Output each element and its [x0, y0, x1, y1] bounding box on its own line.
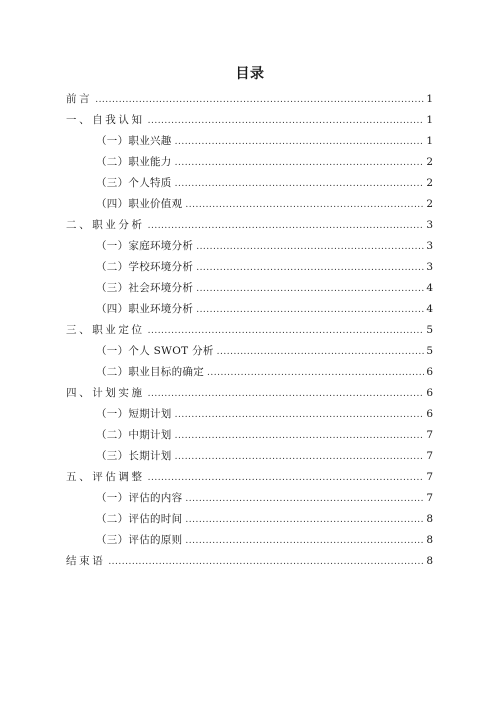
toc-entry-label: （一）评估的内容 [96, 492, 183, 504]
toc-leader [196, 303, 424, 317]
toc-title: 目录 [235, 66, 265, 82]
toc-entry-label: （一）个人 SWOT 分析 [96, 345, 214, 357]
toc-entry[interactable] [96, 281, 433, 295]
toc-entry-label: 五、评估调整 [66, 471, 145, 483]
toc-page-number: 6 [426, 387, 433, 399]
toc-page-number: 7 [426, 471, 433, 483]
toc-page-number: 3 [426, 261, 433, 273]
toc-entry[interactable] [96, 512, 433, 526]
toc-leader [175, 135, 425, 149]
toc-entry-label: 二、职业分析 [66, 219, 145, 231]
toc-page-number: 7 [426, 492, 433, 504]
toc-page-number: 3 [426, 240, 433, 252]
toc-page-number: 8 [426, 513, 433, 525]
toc-entry[interactable] [66, 323, 433, 337]
toc-page-number: 4 [426, 303, 433, 315]
toc-leader [148, 387, 425, 401]
toc-entry-label: （一）短期计划 [96, 408, 172, 420]
toc-entry-label: （三）评估的原则 [96, 534, 183, 546]
toc-page-number: 2 [426, 198, 433, 210]
toc-leader [196, 240, 424, 254]
toc-entry[interactable] [96, 449, 433, 463]
toc-page-number: 8 [426, 555, 433, 567]
toc-leader [196, 282, 424, 296]
toc-entry[interactable] [96, 428, 433, 442]
toc-page-number: 3 [426, 219, 433, 231]
toc-entry-label: （二）职业能力 [96, 156, 172, 168]
toc-leader [108, 555, 424, 569]
toc-entry[interactable] [96, 533, 433, 547]
toc-entry-label: 结束语 [66, 555, 106, 567]
toc-entry[interactable] [96, 239, 433, 253]
toc-leader [148, 219, 425, 233]
toc-page-number: 7 [426, 450, 433, 462]
toc-entry-label: 三、职业定位 [66, 324, 145, 336]
toc-page-number: 2 [426, 177, 433, 189]
toc-entry[interactable] [96, 176, 433, 190]
toc-page-number: 1 [426, 114, 433, 126]
toc-entry[interactable] [96, 344, 433, 358]
toc-page-number: 6 [426, 408, 433, 420]
toc-entry[interactable] [96, 407, 433, 421]
toc-entry[interactable] [96, 134, 433, 148]
toc-entry-label: （二）中期计划 [96, 429, 172, 441]
toc-page-number: 7 [426, 429, 433, 441]
toc-entry[interactable] [96, 302, 433, 316]
toc-leader [95, 93, 424, 107]
toc-entry-label: （四）职业环境分析 [96, 303, 194, 315]
toc-entry[interactable] [96, 491, 433, 505]
toc-entry-label: （三）个人特质 [96, 177, 172, 189]
toc-leader [207, 366, 424, 380]
toc-page-number: 4 [426, 282, 433, 294]
toc-leader [185, 492, 424, 506]
toc-entry[interactable] [96, 197, 433, 211]
toc-entry-label: （三）长期计划 [96, 450, 172, 462]
toc-page-number: 1 [426, 93, 433, 105]
toc-entry-label: （二）评估的时间 [96, 513, 183, 525]
toc-entry-label: （四）职业价值观 [96, 198, 183, 210]
toc-leader [175, 177, 425, 191]
toc-page-number: 1 [426, 135, 433, 147]
toc-entry-label: （二）学校环境分析 [96, 261, 194, 273]
toc-entry[interactable] [66, 92, 433, 106]
toc-leader [175, 156, 425, 170]
toc-entry[interactable] [66, 113, 433, 127]
toc-leader [148, 324, 425, 338]
toc-entry-label: （三）社会环境分析 [96, 282, 194, 294]
toc-entry[interactable] [96, 155, 433, 169]
toc-entry[interactable] [66, 386, 433, 400]
toc-entry[interactable] [66, 470, 433, 484]
toc-page-number: 5 [426, 324, 433, 336]
toc-leader [148, 114, 425, 128]
toc-entry-label: 四、计划实施 [66, 387, 145, 399]
toc-leader [196, 261, 424, 275]
toc-leader [185, 198, 424, 212]
toc-entry-label: 前言 [66, 93, 93, 105]
toc-entry-label: （一）职业兴趣 [96, 135, 172, 147]
toc-entry-label: 一、自我认知 [66, 114, 145, 126]
toc-leader [217, 345, 425, 359]
toc-leader [175, 450, 425, 464]
toc-entry-label: （二）职业目标的确定 [96, 366, 204, 378]
toc-entry-label: （一）家庭环境分析 [96, 240, 194, 252]
toc-entry[interactable] [96, 260, 433, 274]
toc-entry[interactable] [66, 218, 433, 232]
toc-leader [175, 408, 425, 422]
toc-leader [175, 429, 425, 443]
toc-page-number: 8 [426, 534, 433, 546]
toc-page-number: 6 [426, 366, 433, 378]
toc-page-number: 2 [426, 156, 433, 168]
toc-page-number: 5 [426, 345, 433, 357]
toc-entry[interactable] [96, 365, 433, 379]
toc-leader [185, 534, 424, 548]
toc-leader [148, 471, 425, 485]
toc-entry[interactable] [66, 554, 433, 568]
toc-leader [185, 513, 424, 527]
